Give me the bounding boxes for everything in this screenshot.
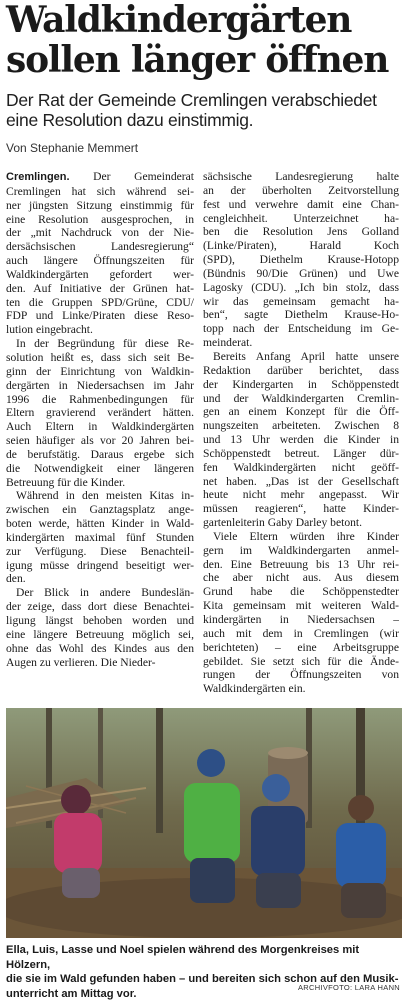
article-column-left: [6, 170, 194, 669]
article-text-line: Während in den meisten Kitas in-: [16, 489, 194, 503]
article-text-line: (SPD), Diethelm Krause-Hotopp: [203, 253, 399, 267]
article-text-line: lution eingebracht.: [6, 323, 93, 337]
article-text-line: solution heißt es, dass sich seit Be-: [6, 350, 194, 364]
article-text-line: meinderat.: [203, 336, 253, 350]
article-text-line: igung müsse dringend beseitigt wer-: [6, 558, 194, 572]
article-text-line: (Bündnis 90/Die Grünen) und Uwe: [203, 266, 399, 280]
article-text-line: auch mit dem in Cremlingen (wir: [203, 626, 399, 640]
article-text-line: dersächsischen Landesregierung“: [6, 240, 194, 254]
article-text-line: ohne das Wohl des Kindes aus den: [6, 641, 194, 655]
article-text-line: auch längere Öffnungszeiten für: [6, 254, 194, 268]
article-text-line: Waldkindergärten ein.: [203, 682, 306, 696]
article-text-line: ligung längst behoben worden und: [6, 614, 194, 627]
article-text-line: gern im Waldkindergarten anmel-: [203, 543, 399, 557]
article-text-line: kindergärten maximal fünf Stunden: [6, 530, 194, 544]
article-text-line: zur Verfügung. Diese Benachteil-: [6, 544, 194, 558]
article-text-line: die Notwendigkeit einer längeren: [6, 461, 194, 475]
article-text-line: sächsische Landesregierung halte: [203, 170, 399, 183]
article-text-line: Lagosky (CDU). „Ich bin stolz, dass: [203, 280, 399, 294]
article-text-line: 1996 die Rahmenbedingungen für: [6, 392, 194, 406]
article-text-line: zwischen ein Ganztagsplatz ange-: [6, 503, 194, 517]
article-text-line: Betreuung für die Kinder.: [6, 475, 126, 489]
article-text-line: ner jüngsten Sitzung einstimmig für: [6, 198, 194, 212]
article-text-line: eine Resolution ausgesprochen, in: [6, 212, 194, 226]
article-text-line: berichteten) – eine Arbeitsgruppe: [203, 640, 399, 654]
article-text-line: wir das gemeinsam gemacht ha-: [203, 294, 399, 308]
article-text-line: ben“, sagte Diethelm Krause-Ho-: [203, 308, 399, 322]
article-text-line: gen an einem Konzept für die Öff-: [203, 405, 399, 419]
dateline: Cremlingen.: [6, 171, 70, 183]
article-text-line: Redaktion darüber berichtet, dass: [203, 363, 399, 377]
caption-line-2: die sie im Wald gefunden haben – und bereiten sich schon auf den Musik-: [6, 973, 399, 985]
article-text-line: boten werde, hätten Kinder in Wald-: [6, 517, 194, 531]
article-text-line: müssen reagieren“, hatte Kinder-: [203, 502, 399, 516]
article-text-line: Schöppenstedt betreut. Länger dür-: [203, 446, 399, 460]
article-text-line: FDP und Linke/Piraten diese Reso-: [6, 309, 194, 323]
article-column-right: [203, 170, 399, 696]
article-text-line: de berufstätig. Daraus ergebe sich: [6, 447, 194, 461]
article-photo: [6, 708, 402, 938]
byline: Von Stephanie Memmert: [6, 141, 139, 155]
article-text-line: fest und verwehre damit eine Chan-: [203, 197, 399, 211]
article-text-line: der zeige, dass dort diese Benachtei-: [6, 600, 194, 614]
headline: [6, 0, 406, 80]
article-text-line: net haben. „Das ist der Gesellschaft: [203, 474, 399, 488]
article-text-line: und der Waldkindergarten Cremlin-: [203, 391, 399, 405]
article-text-line: che aber nicht aus. Aus diesem: [203, 571, 399, 585]
article-text-line: rungen der Öffnungszeiten von: [203, 668, 399, 682]
article-text-line: In der Begründung für diese Re-: [16, 337, 194, 351]
subheadline-line-1: Der Rat der Gemeinde Cremlingen verabschiedet: [6, 90, 377, 110]
article-text-line: Cremlingen hat sich während sei-: [6, 184, 194, 198]
article-text-line: der Kindergarten in Schöppenstedt: [203, 377, 399, 391]
article-text-line: Augen zu verlieren. Die Nieder-: [6, 655, 156, 669]
article-text-line: und 13 Uhr werden die Kinder in: [203, 433, 399, 447]
article-text-line: dergärten in Niedersachsen im Jahr: [6, 378, 194, 392]
article-text-line: gebildet. Sie setzt sich für die Ände-: [203, 654, 399, 668]
article-text-line: den.: [6, 572, 26, 586]
forest-children-photo: [6, 708, 402, 938]
article-text-line: ginn der Einrichtung von Waldkin-: [6, 364, 194, 378]
article-text-line: fen Waldkindergärten nicht geöff-: [203, 460, 399, 474]
article-text-line: seien häufiger als vor 20 Jahren bei-: [6, 434, 194, 448]
article-text-line: eine längere Betreuung möglich sei,: [6, 627, 194, 641]
article-text-line: Waldkindergärten gefordert wer-: [6, 267, 194, 281]
photo-credit: ARCHIVFOTO: LARA HANN: [297, 983, 400, 992]
article-text-line: (Linke/Piraten), Harald Koch: [203, 239, 399, 253]
article-text-line: ben die Resolution Jens Golland: [203, 225, 399, 239]
article-text-line: heute nicht mehr angepasst. Wir: [203, 488, 399, 502]
article-text-line: Grund habe die Schöppenstedter: [203, 585, 399, 599]
subheadline-line-2: eine Resolution dazu einstimmig.: [6, 110, 254, 130]
article-text-line: den. Auf Initiative der Grünen hat-: [6, 281, 194, 295]
headline-line-2: sollen länger öffnen: [6, 39, 389, 81]
article-text-line: nungszeiten arbeiteten. Zwischen 8: [203, 419, 399, 433]
subheadline: [6, 90, 406, 130]
article-text-line: den. Eine Betreuung bis 13 Uhr rei-: [203, 557, 399, 571]
article-text-line: Eltern gravierend verändert hätten.: [6, 406, 194, 420]
article-text-line: gartenleiterin Gaby Darley betont.: [203, 516, 363, 530]
article-text-line: Bereits Anfang April hatte unsere: [213, 349, 399, 363]
article-text-line: ten die Gruppen SPD/Grüne, CDU/: [6, 295, 194, 309]
article-text-line: cengleichheit. Unterzeichnet ha-: [203, 211, 399, 225]
caption-line-3: unterricht am Mittag vor.: [6, 987, 137, 1000]
article-text-line: der „mit Nachdruck von der Nie-: [6, 226, 194, 240]
article-text-line: kindergärten in Niedersachsen –: [203, 613, 399, 626]
headline-line-1: Waldkindergärten: [6, 0, 352, 41]
article-text-line: Viele Eltern würden ihre Kinder: [213, 529, 399, 543]
article-text-line: an der überholten Zeitvorstellung: [203, 183, 399, 197]
article-text-line: topp nach der Entscheidung im Ge-: [203, 322, 399, 336]
caption-line-1: Ella, Luis, Lasse und Noel spielen während des Morgenkreises mit Hölzern,: [6, 944, 360, 971]
article-text-line: Auch Eltern in Waldkindergärten: [6, 420, 194, 434]
article-text-line: Kita gemeinsam mit weiteren Wald-: [203, 599, 399, 613]
article-text-line: Cremlingen. Der Gemeinderat: [6, 170, 194, 183]
article-text-line: Der Blick in andere Bundeslän-: [16, 586, 194, 600]
